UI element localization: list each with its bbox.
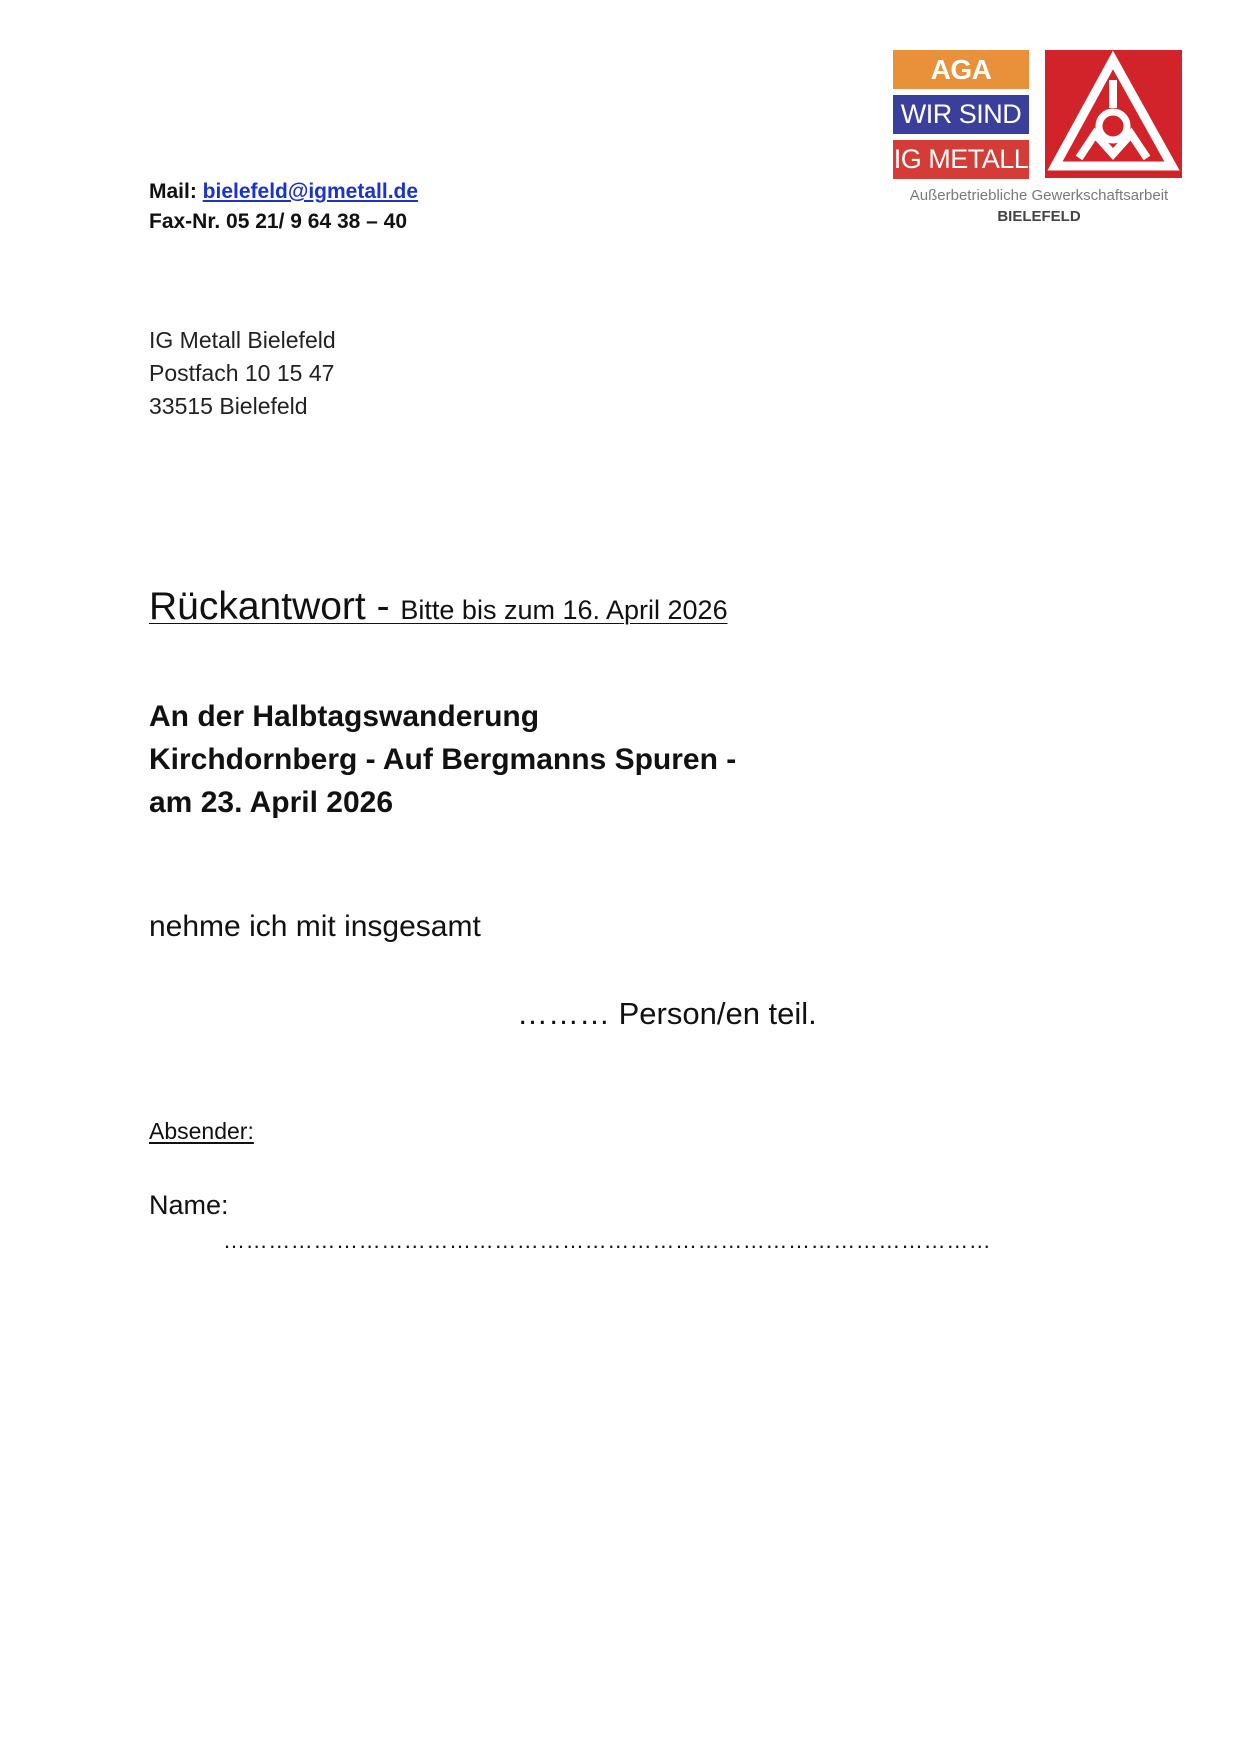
event-line-3: am 23. April 2026 (149, 786, 394, 819)
contact-block (149, 177, 418, 237)
sender-label: Absender: (149, 1118, 254, 1144)
name-label: Name: (149, 1190, 229, 1220)
ig-metall-triangle-icon (1045, 50, 1182, 178)
aga-ig-metall-logo (893, 50, 1183, 230)
logo-bar-wir-sind: WIR SIND (893, 95, 1029, 134)
logo-bar-ig-metall: IG METALL (893, 140, 1029, 179)
mail-label: Mail: (149, 180, 203, 203)
title-main: Rückantwort - (149, 585, 401, 628)
title-deadline: Bitte bis zum 16. April 2026 (400, 595, 728, 625)
mail-link[interactable]: bielefeld@igmetall.de (202, 180, 419, 203)
mail-line (149, 177, 418, 207)
address-line-2: Postfach 10 15 47 (149, 360, 335, 386)
participation-text: nehme ich mit insgesamt (149, 910, 481, 943)
event-line-1: An der Halbtagswanderung (149, 700, 540, 733)
logo-city: BIELEFELD (997, 208, 1081, 225)
persons-count-field: ……… Person/en teil. (517, 996, 817, 1031)
logo-bar-aga: AGA (893, 50, 1029, 89)
event-line-2: Kirchdornberg - Auf Bergmanns Spuren - (149, 743, 737, 776)
page-title (149, 585, 728, 629)
name-fill-line: ………………………………………………………………………………………… (223, 1228, 992, 1253)
address-line-3: 33515 Bielefeld (149, 393, 308, 419)
logo-subtitle: Außerbetriebliche Gewerkschaftsarbeit (909, 187, 1169, 204)
fax-line: Fax-Nr. 05 21/ 9 64 38 – 40 (149, 210, 408, 233)
event-description (149, 695, 736, 824)
recipient-address (149, 324, 336, 423)
address-line-1: IG Metall Bielefeld (149, 327, 336, 353)
